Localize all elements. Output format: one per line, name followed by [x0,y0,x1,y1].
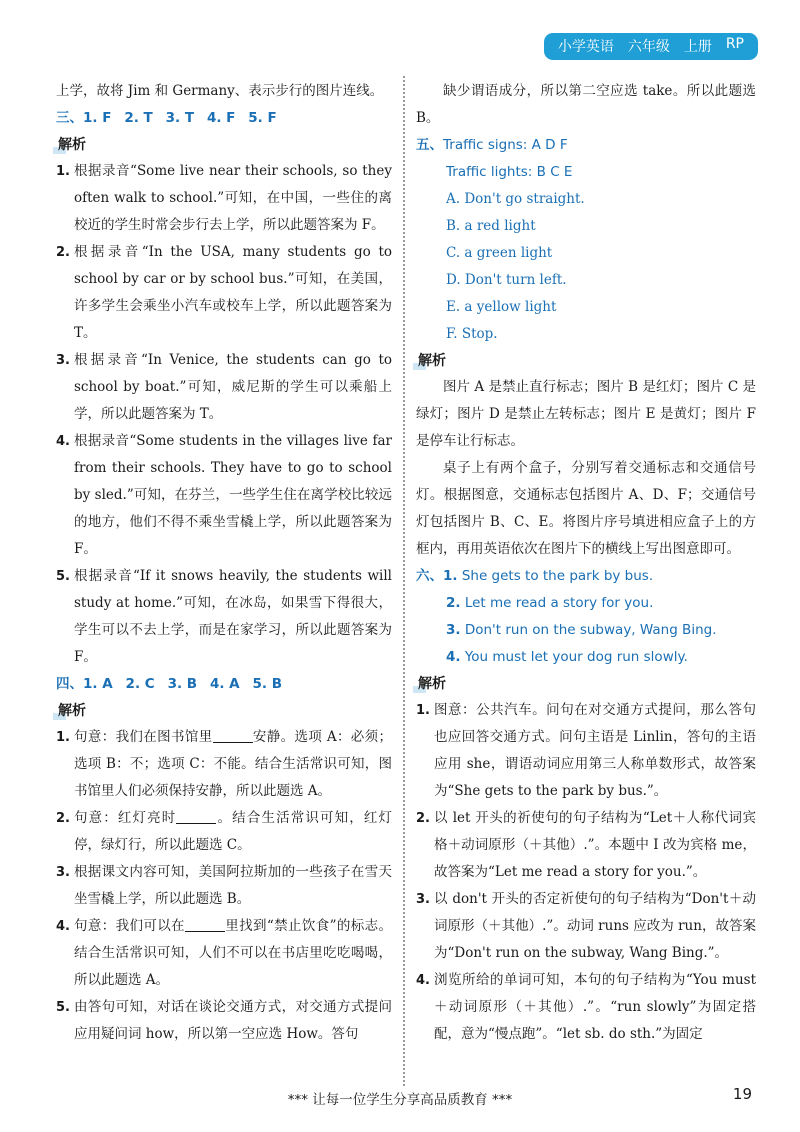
item-number: 1. [56,730,70,745]
list-item [56,347,392,428]
signs-answer: A D F [531,137,568,153]
section-5-analysis-2: 桌子上有两个盒子，分别写着交通标志和交通信号灯。根据图意，交通标志包括图片 A、D、F；交通信号灯包括图片 B、C、E。将图片序号填进相应盒子上的方框内，再用英语依次在图片下的横线上写出图意即可。 [416,460,756,557]
item-number: 2. [416,811,430,826]
list-item [56,239,392,347]
lights-label: Traffic lights: [446,164,533,180]
right-column [416,78,756,1048]
list-item: A. Don't go straight. [446,191,585,207]
analysis-heading: 解析 [56,132,88,158]
section-3-answer: 3. T [165,110,195,126]
section-5-label: 五、 [416,137,443,153]
list-item: C. a green light [446,245,553,261]
item-text: 图意：公共汽车。问句在对交通方式提问，那么答句也应回答交通方式。问句主语是 Linlin，答句的主语应用 she，谓语动词应用第三人称单数形式，故答案为“She gets to the park by bus.”。 [434,702,756,799]
section-4-answer: 5. B [252,676,283,692]
item-text: 句意：我们在图书馆里 [74,729,213,745]
item-number: 5. [56,569,70,584]
item-text: 句意：红灯亮时 [74,810,177,826]
item-number: 1. [443,568,458,584]
header-grade: 六年级 [627,39,670,55]
section-4-label: 四、 [56,676,83,692]
item-text: 根据录音“In Venice, the students can go to school by boat.”可知，威尼斯的学生可以乘船上学，所以此题答案为 T。 [74,352,392,422]
header-subject: 小学英语 [557,39,614,55]
right-continuation: 缺少谓语成分，所以第二空应选 take。所以此题选 B。 [416,83,756,126]
item-text: 安静。选项 A：必须；选项 B：不；选项 C：不能。结合生活常识可知，图书馆里人们必须保持安静，所以此题选 A。 [74,729,393,799]
section-4-answer: 4. A [209,676,240,692]
item-number: 3. [56,865,70,880]
section-6-label: 六、 [416,568,443,584]
section-6-answer-3 [416,617,756,644]
item-text: 根据录音“Some live near their schools, so they often walk to school.”可知，在中国，一些住的离校近的学生时常会步行去上学，所以此题答案为 F。 [74,163,392,233]
list-item [56,158,392,239]
list-item [56,859,392,913]
item-text: 根据录音“Some students in the villages live far from their schools. They have to go to school by sled.”可知，在芬兰，一些学生住在离学校比较远的地方，他们不得不乘坐雪橇上学，所以此题答案为 F。 [74,433,392,557]
item-number: 2. [446,595,461,611]
item-number: 4. [56,434,70,449]
answer-sentence: You must let your dog run slowly. [464,649,688,665]
column-divider [403,76,405,1086]
section-3-answers [56,105,392,132]
item-number: 3. [56,353,70,368]
item-number: 1. [416,703,430,718]
item-text: 句意：我们可以在 [74,918,185,934]
section-5-analysis-1: 图片 A 是禁止直行标志；图片 B 是红灯；图片 C 是绿灯；图片 D 是禁止左转标志；图片 E 是黄灯；图片 F 是停车让行标志。 [416,379,756,449]
section-4-answers [56,671,392,698]
list-item [56,428,392,563]
item-text: 由答句可知，对话在谈论交通方式，对交通方式提问应用疑问词 how，所以第一空应选 How。答句 [74,999,392,1042]
answer-sentence: Let me read a story for you. [464,595,654,611]
fill-blank [185,917,225,932]
list-item [56,563,392,671]
list-item [56,805,392,859]
answer-sentence: Don't run on the subway, Wang Bing. [464,622,717,638]
header-volume: 上册 [683,39,712,55]
header-edition: RP [725,36,744,52]
section-6-answer-4 [416,644,756,671]
item-text: 以 don't 开头的否定祈使句的句子结构为“Don't＋动词原形（＋其他）.”。动词 runs 应改为 run，故答案为“Don't run on the subway, Wang Bing.”。 [434,891,756,961]
section-5-lights [416,159,756,186]
section-4-answer: 3. B [167,676,198,692]
item-text: 根据录音“If it snows heavily, the students will study at home.”可知，在冰岛，如果雪下得很大，学生可以不去上学，而是在家学习，所以此题答案为 F。 [74,568,392,665]
item-text: 浏览所给的单词可知，本句的句子结构为“You must＋动词原形（＋其他）.”。“run slowly”为固定搭配，意为“慢点跑”。“let sb. do sth.”为固定 [434,972,756,1042]
section-5-signs [416,132,756,159]
section-6-answer-1 [416,563,756,590]
item-text: 根据录音“In the USA, many students go to school by car or by school bus.”可知，在美国，许多学生会乘坐小汽车或校车上学，所以此题答案为 T。 [74,244,392,341]
section-3-answer: 2. T [124,110,153,126]
lights-answer: B C E [536,164,573,180]
item-number: 2. [56,811,70,826]
item-text: 以 let 开头的祈使句的句子结构为“Let＋人称代词宾格＋动词原形（＋其他）.”。本题中 I 改为宾格 me，故答案为“Let me read a story for you.”。 [434,810,756,880]
list-item: D. Don't turn left. [446,272,567,288]
list-item: F. Stop. [446,326,498,342]
item-number: 3. [416,892,430,907]
item-number: 4. [446,649,461,665]
left-column [56,78,392,1048]
list-item [416,967,756,1048]
list-item [56,994,392,1048]
item-number: 5. [56,1000,70,1015]
list-item: E. a yellow light [446,299,557,315]
signs-label: Traffic signs: [443,137,528,153]
item-number: 2. [56,245,70,260]
header-tab [544,33,758,60]
item-number: 4. [56,919,70,934]
item-text: 。结合生活常识可知，红灯停，绿灯行，所以此题选 C。 [74,810,393,853]
answer-sentence: She gets to the park by bus. [461,568,654,584]
item-number: 3. [446,622,461,638]
footer-slogan: *** 让每一位学生分享高品质教育 *** [287,1092,513,1108]
list-item [416,697,756,805]
fill-blank [213,728,253,743]
section-3-answer: 4. F [206,110,236,126]
list-item [56,724,392,805]
list-item [416,805,756,886]
page-number: 19 [732,1085,752,1103]
item-text: 里找到“禁止饮食”的标志。结合生活常识可知，人们不可以在书店里吃吃喝喝，所以此题选 A。 [74,918,392,988]
item-text: 根据课文内容可知，美国阿拉斯加的一些孩子在雪天坐雪橇上学，所以此题选 B。 [74,864,392,907]
analysis-heading: 解析 [416,348,448,374]
section-3-label: 三、 [56,110,83,126]
analysis-heading: 解析 [56,698,88,724]
left-intro: 上学，故将 Jim 和 Germany、表示步行的图片连线。 [56,83,384,99]
section-4-answer: 1. A [83,676,113,692]
item-number: 1. [56,164,70,179]
section-4-answer: 2. C [125,676,155,692]
section-3-answer: 1. F [83,110,112,126]
item-number: 4. [416,973,430,988]
section-6-answer-2 [416,590,756,617]
section-3-answer: 5. F [248,110,277,126]
list-item [56,913,392,994]
analysis-heading: 解析 [416,671,448,697]
list-item [416,886,756,967]
fill-blank [176,809,216,824]
list-item: B. a red light [446,218,536,234]
